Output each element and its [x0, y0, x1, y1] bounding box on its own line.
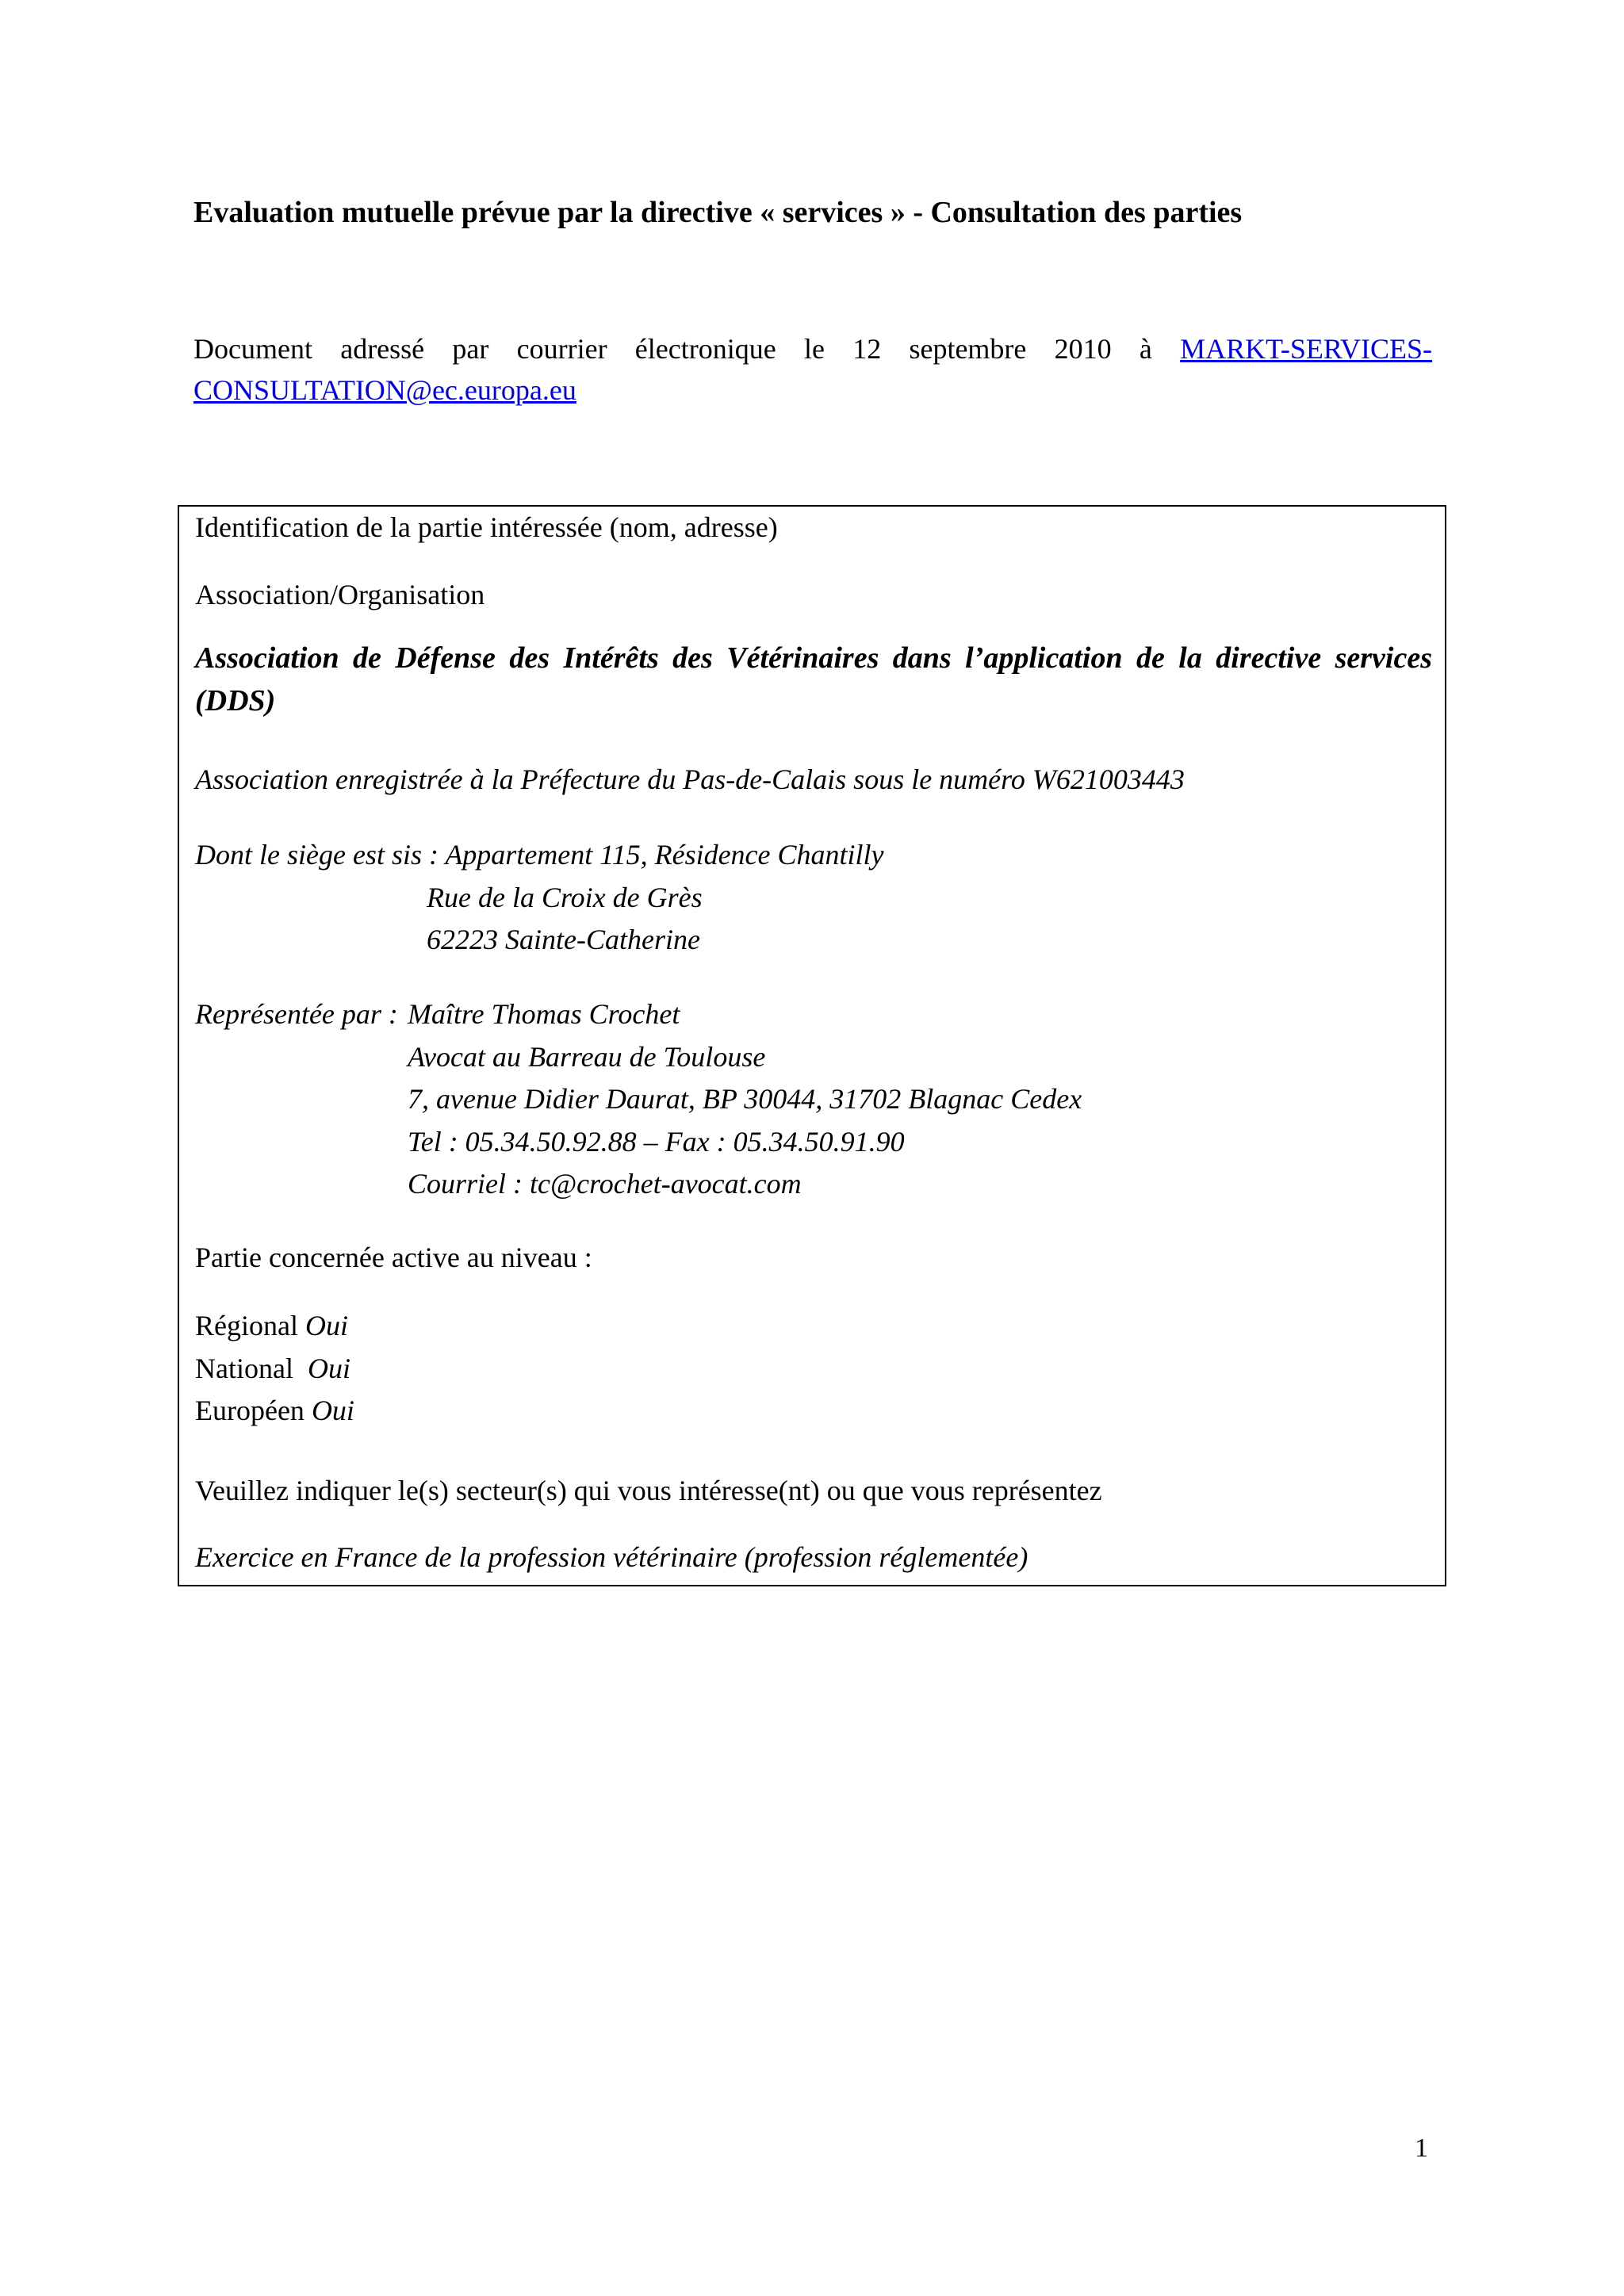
representative-line: Maître Thomas Crochet — [408, 998, 680, 1030]
seat-address-line: Appartement 115, Résidence Chantilly — [445, 839, 884, 871]
level-row — [195, 1390, 354, 1431]
identification-label: Identification de la partie intéressée (nom, adresse) — [195, 511, 778, 543]
sector-answer: Exercice en France de la profession vétérinaire (profession réglementée) — [195, 1541, 1028, 1573]
level-name: Européen — [195, 1395, 304, 1426]
intro-paragraph — [193, 328, 1432, 411]
level-name: Régional — [195, 1310, 298, 1341]
level-row — [195, 1348, 350, 1389]
representative-line: Avocat au Barreau de Toulouse — [408, 1041, 766, 1073]
page-number: 1 — [1415, 2133, 1428, 2163]
level-answer: Oui — [307, 1353, 350, 1384]
level-answer: Oui — [311, 1395, 354, 1426]
representative-line: 7, avenue Didier Daurat, BP 30044, 31702 Blagnac Cedex — [408, 1083, 1082, 1115]
represented-label: Représentée par : — [195, 998, 398, 1030]
representative-line: Tel : 05.34.50.92.88 – Fax : 05.34.50.91.90 — [408, 1126, 905, 1158]
document-title: Evaluation mutuelle prévue par la directive « services » - Consultation des parties — [193, 196, 1243, 229]
seat-address-line: Rue de la Croix de Grès — [427, 882, 703, 913]
identification-box — [178, 505, 1446, 1586]
seat-label: Dont le siège est sis : — [195, 839, 439, 871]
intro-text: Document adressé par courrier électronique le 12 septembre 2010 à — [193, 333, 1181, 365]
level-row — [195, 1305, 348, 1346]
sector-question: Veuillez indiquer le(s) secteur(s) qui vous intéresse(nt) ou que vous représentez — [195, 1475, 1102, 1506]
seat-address-line: 62223 Sainte-Catherine — [427, 924, 700, 955]
level-name: National — [195, 1353, 293, 1384]
email-link[interactable]: MARKT-SERVICES-CONSULTATION@ec.europa.eu — [193, 333, 1432, 406]
level-answer: Oui — [304, 1310, 348, 1341]
organisation-name: Association de Défense des Intérêts des Vétérinaires dans l’application de la directive services (DDS) — [195, 641, 1432, 718]
activity-label: Partie concernée active au niveau : — [195, 1242, 592, 1273]
organisation-label: Association/Organisation — [195, 579, 485, 610]
seat-line-1 — [195, 834, 884, 875]
registration-text: Association enregistrée à la Préfecture du Pas-de-Calais sous le numéro W621003443 — [195, 763, 1185, 795]
representative-email: Courriel : tc@crochet-avocat.com — [408, 1168, 802, 1200]
